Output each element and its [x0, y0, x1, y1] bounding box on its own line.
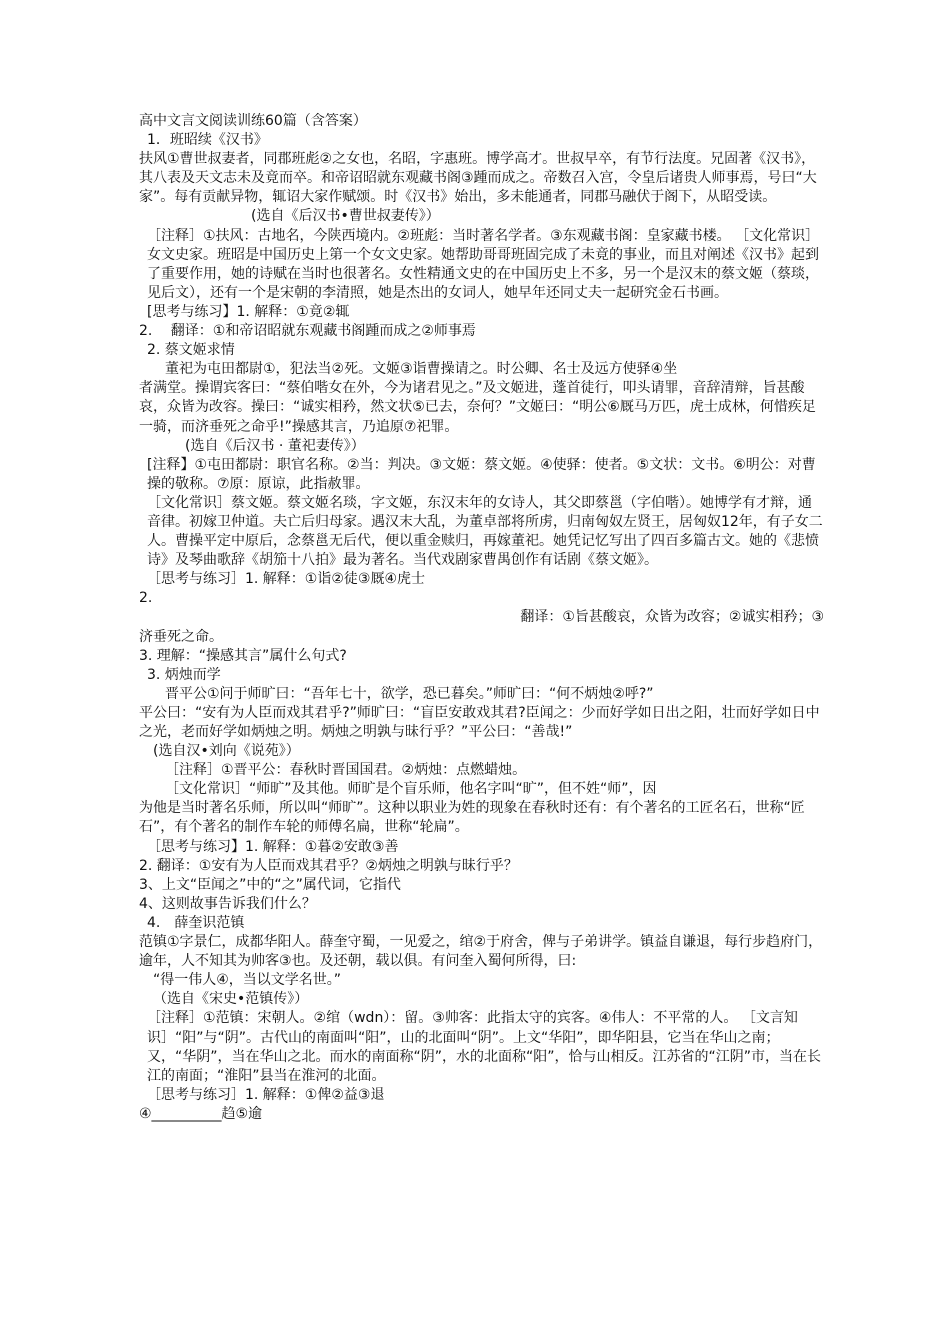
text-paragraph: 1．班昭续《汉书》 [147, 132, 268, 149]
text-paragraph: 高中文言文阅读训练60篇（含答案） [139, 113, 367, 129]
text-paragraph: (选自《后汉书•曹世叔妻传》） [251, 208, 440, 225]
text-paragraph: (选自《后汉书 · 董祀妻传》） [185, 437, 365, 454]
text-paragraph: [注释】①屯田都尉：职官名称。②当：判决。③文姬：蔡文姬。④使驿：使者。⑤文状：文书。⑥明公：对曹操的敬称。⑦原：原谅，此指赦罪。 [147, 456, 816, 492]
text-paragraph: [思考与练习】1. 解释：①竟②辄 [147, 303, 350, 320]
text-paragraph: 范镇①字景仁，成都华阳人。薛奎守蜀，一见爱之，绾②于府舍，俾与子弟讲学。镇益自谦退，每行步趋府门，逾年，人不知其为帅客③也。及还朝，载以俱。有问奎入蜀何所得，曰: [139, 934, 823, 970]
text-paragraph: 晋平公①问于师旷曰：“吾年七十，欲学，恐已暮矣。”师旷曰：“何不炳烛②呼?” [165, 685, 654, 702]
text-paragraph: (选自汉•刘向《说苑》） [153, 743, 300, 760]
text-paragraph: ［思考与练习］1. 解释：①诣②徒③厩④虎士 [147, 571, 426, 588]
text-paragraph: ［注释］①晋平公：春秋时晋国国君。②炳烛：点燃蜡烛。 [165, 762, 527, 779]
text-paragraph: 为他是当时著名乐师，所以叫“师旷”。这种以职业为姓的现象在春秋时还有：有个著名的工匠名石，世称“匠石”，有个著名的制作车轮的师傅名扁，世称“轮扁”。 [139, 800, 805, 836]
text-paragraph: 济垂死之命。 [139, 628, 223, 645]
text-paragraph: 3. 炳烛而学 [147, 666, 221, 683]
text-paragraph: 董祀为屯田都尉①，犯法当②死。文姬③诣曹操请之。时公卿、名士及远方使驿④坐 [165, 361, 678, 378]
text-paragraph: 3、上文“臣闻之”中的“之”属代词，它指代 [139, 876, 401, 893]
text-paragraph: ④__________趋⑤逾 [139, 1105, 263, 1122]
text-paragraph: ［注释］①扶风：古地名，今陕西境内。②班彪：当时著名学者。③东观藏书阁：皇家藏书楼。 ［文化常识］女文史家。班昭是中国历史上第一个女文史家。她帮助哥哥班固完成了未竟的事业，而且对阐述《汉书》起到了重要作用，她的诗赋在当时也很著名。女性精通文史的在中国历史上不多，另一个是汉末的蔡文姬（蔡琰，见后文），还有一个是宋朝的李清照，她是杰出的女词人，她早年还同丈夫一起研究金石书画。 [147, 227, 820, 301]
text-paragraph: 翻译：①旨甚酸哀，众皆为改容；②诚实相矜；③ [520, 609, 824, 626]
text-paragraph: （选自《宋史•范镇传》） [153, 991, 309, 1008]
text-paragraph: ［注释］①范镇：宋朝人。②绾（wdn）：留。③帅客：此指太守的宾客。④伟人：不平常的人。 ［文言知识］“阳”与“阴”。古代山的南面叫“阳”，山的北面叫“阴”。上文“华阳”，即华阳县，它当在华山之南；又，“华阴”，当在华山之北。而水的南面称“阴”，水的北面称“阳”，恰与山相反。江苏省的“江阴”市，当在长江的南面；“淮阳”县当在淮河的北面。 [147, 1010, 822, 1084]
text-paragraph: 2. 翻译：①安有为人臣而戏其君乎？②炳烛之明孰与昧行乎？ [139, 857, 518, 874]
text-paragraph: ［文化常识］“师旷”及其他。师旷是个盲乐师，他名字叫“旷”，但不姓“师”，因 [165, 781, 657, 798]
text-paragraph: ［思考与练习】1. 解释：①暮②安敢③善 [147, 838, 399, 855]
text-paragraph: 2. 翻译：①和帝诏昭就东观藏书阁踵而成之②师事焉 [139, 323, 476, 340]
text-paragraph: 4、这则故事告诉我们什么？ [139, 895, 316, 912]
document-page [139, 112, 824, 1124]
text-paragraph: 2. 蔡文姬求情 [147, 342, 235, 359]
text-paragraph: 者满堂。操谓宾客曰：“蔡伯喈女在外，今为诸君见之。”及文姬进，蓬首徒行，叩头请罪，音辞清辩，旨甚酸哀，众皆为改容。操曰：“诚实相矜，然文状⑤已去，奈何？”文姬曰：“明公⑥厩马万匹，虎士成林，何惜疾足一骑，而济垂死之命乎!”操感其言，乃追原⑦祀罪。 [139, 380, 816, 435]
text-paragraph: ［文化常识］蔡文姬。蔡文姬名琰，字文姬，东汉末年的女诗人，其父即蔡邕（字伯喈）。她博学有才辩，通音律。初嫁卫仲道。夫亡后归母家。遇汉末大乱，为董卓部将所虏，归南匈奴左贤王，居匈奴12年，有子女二人。曹操平定中原后，念蔡邕无后代，便以重金赎归，再嫁董祀。她凭记忆写出了四百多篇古文。她的《悲愤诗》及琴曲歌辞《胡笳十八拍》最为著名。当代戏剧家曹禺创作有话剧《蔡文姬》。 [147, 494, 823, 569]
text-paragraph: ［思考与练习］1. 解释：①俾②益③退 [147, 1086, 385, 1103]
text-paragraph: 3. 理解：“操感其言”属什么句式? [139, 647, 347, 664]
text-paragraph: “得一伟人④，当以文学名世。” [153, 972, 342, 989]
text-paragraph: 平公曰：“安有为人臣而戏其君乎?”师旷曰：“盲臣安敢戏其君?臣闻之：少而好学如日出之阳，壮而好学如日中之光，老而好学如炳烛之明。炳烛之明孰与昧行乎？”平公曰：“善哉!” [139, 704, 820, 740]
text-paragraph: 2. [139, 590, 153, 607]
text-paragraph: 扶风①曹世叔妻者，同郡班彪②之女也，名昭，字惠班。博学高才。世叔早卒，有节行法度。兄固著《汉书》，其八表及天文志未及竟而卒。和帝诏昭就东观藏书阁③踵而成之。帝数召入宫，令皇后诸贵人师事焉，号曰“大家”。每有贡献异物，辄诏大家作赋颂。时《汉书》始出，多未能通者，同郡马融伏于阁下，从昭受读。 [139, 151, 817, 206]
text-paragraph: 4. 薛奎识范镇 [147, 914, 245, 931]
